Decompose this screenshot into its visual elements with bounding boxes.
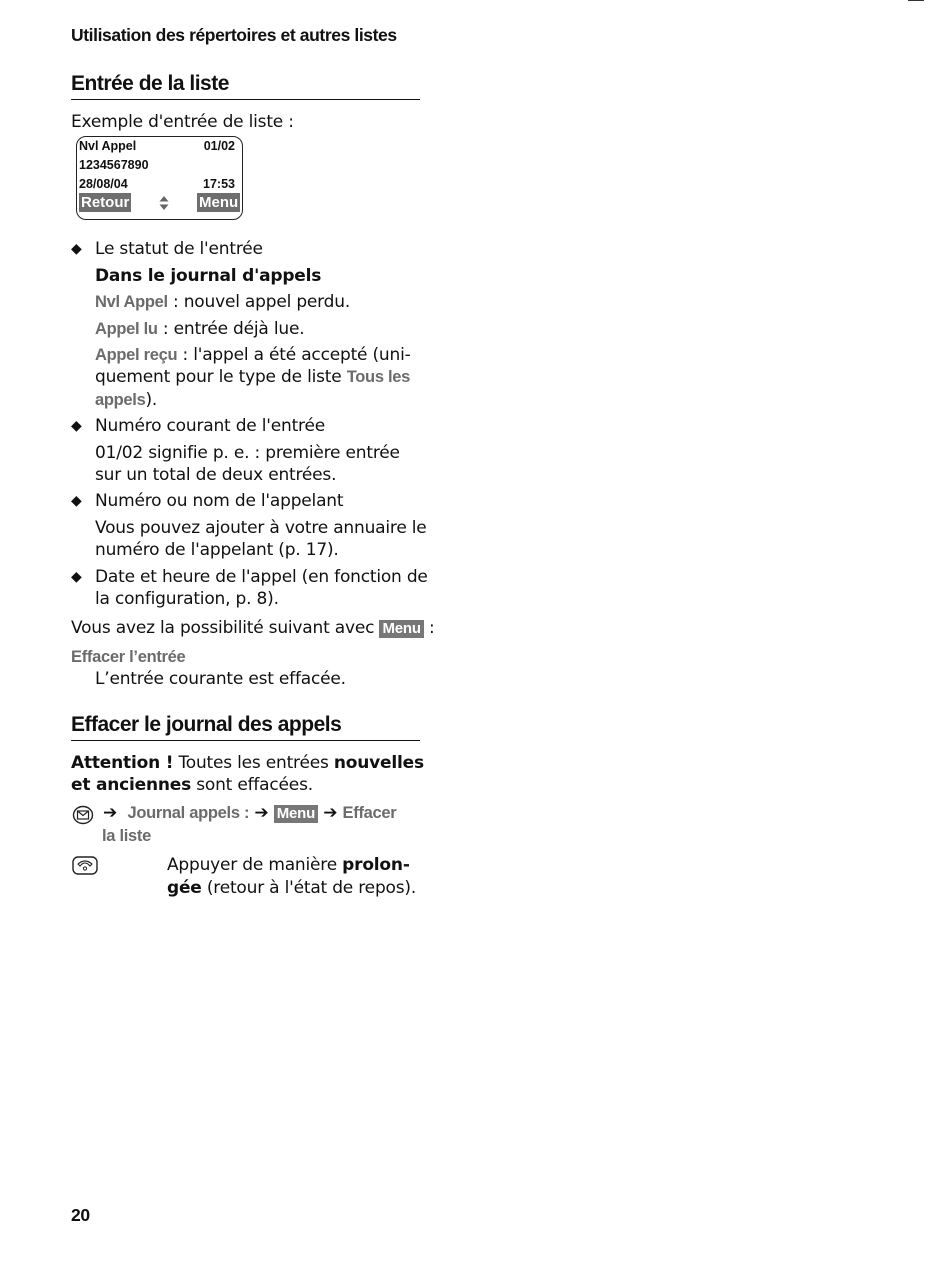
warning-line-2: et anciennes sont effacées. bbox=[71, 775, 313, 795]
softkey-menu: Menu bbox=[199, 194, 239, 211]
message-key-icon bbox=[72, 805, 94, 825]
navigation-path: ➔ Journal appels : ➔ Menu ➔ Effacer bbox=[103, 803, 397, 823]
menu-option-delete-entry: Effacer l’entrée bbox=[71, 648, 186, 666]
status-read-call: Appel lu : entrée déjà lue. bbox=[95, 319, 305, 339]
display-number: 1234567890 bbox=[79, 158, 149, 172]
up-down-arrows-icon bbox=[159, 195, 169, 211]
status-accepted-call: Appel reçu : l'appel a été accepté (uni- bbox=[95, 345, 411, 365]
section-title-entry: Entrée de la liste bbox=[71, 72, 420, 100]
end-call-step-line1: Appuyer de manière prolon- bbox=[167, 855, 410, 875]
navigation-path-line2: la liste bbox=[102, 827, 151, 845]
softkey-retour: Retour bbox=[81, 194, 130, 211]
running-head: Utilisation des répertoires et autres listes bbox=[71, 25, 397, 45]
menu-option-delete-entry-desc: L’entrée courante est effacée. bbox=[95, 669, 346, 689]
caller-explanation-2: numéro de l'appelant (p. 17). bbox=[95, 540, 339, 560]
end-call-key-icon bbox=[72, 856, 98, 875]
arrow-right-icon: ➔ bbox=[103, 803, 118, 823]
call-log-heading: Dans le journal d'appels bbox=[95, 266, 322, 286]
menu-option-intro: Vous avez la possibilité suivant avec Menu : bbox=[71, 618, 435, 638]
bullet-diamond: ◆ bbox=[71, 493, 82, 509]
bullet-diamond: ◆ bbox=[71, 418, 82, 434]
bullet-caller: Numéro ou nom de l'appelant bbox=[95, 491, 344, 511]
status-accepted-call-line2: quement pour le type de liste Tous les bbox=[95, 367, 411, 387]
bullet-diamond: ◆ bbox=[71, 241, 82, 257]
caller-explanation-1: Vous pouvez ajouter à votre annuaire le bbox=[95, 518, 427, 538]
bullet-datetime-2: la configuration, p. 8). bbox=[95, 589, 279, 609]
handset-display bbox=[76, 136, 243, 220]
display-date: 28/08/04 bbox=[79, 177, 128, 191]
counter-explanation-1: 01/02 signifie p. e. : première entrée bbox=[95, 443, 400, 463]
page-number: 20 bbox=[71, 1205, 90, 1225]
display-time: 17:53 bbox=[203, 177, 235, 191]
arrow-right-icon: ➔ bbox=[323, 803, 338, 823]
counter-explanation-2: sur un total de deux entrées. bbox=[95, 465, 337, 485]
bullet-datetime-1: Date et heure de l'appel (en fonction de bbox=[95, 567, 428, 587]
bullet-diamond: ◆ bbox=[71, 569, 82, 585]
end-call-step-line2: gée (retour à l'état de repos). bbox=[167, 878, 417, 898]
status-accepted-call-line3: appels). bbox=[95, 390, 158, 410]
arrow-right-icon: ➔ bbox=[254, 803, 269, 823]
bullet-counter: Numéro courant de l'entrée bbox=[95, 416, 325, 436]
intro-text: Exemple d'entrée de liste : bbox=[71, 112, 294, 132]
bullet-status: Le statut de l'entrée bbox=[95, 239, 263, 259]
display-counter: 01/02 bbox=[203, 139, 235, 153]
corner-crop-mark bbox=[908, 0, 924, 1]
warning-line-1: Attention ! Toutes les entrées nouvelles bbox=[71, 753, 424, 773]
display-status: Nvl Appel bbox=[79, 139, 137, 153]
section-title-clear-log: Effacer le journal des appels bbox=[71, 713, 420, 741]
status-new-call: Nvl Appel : nouvel appel perdu. bbox=[95, 292, 351, 312]
